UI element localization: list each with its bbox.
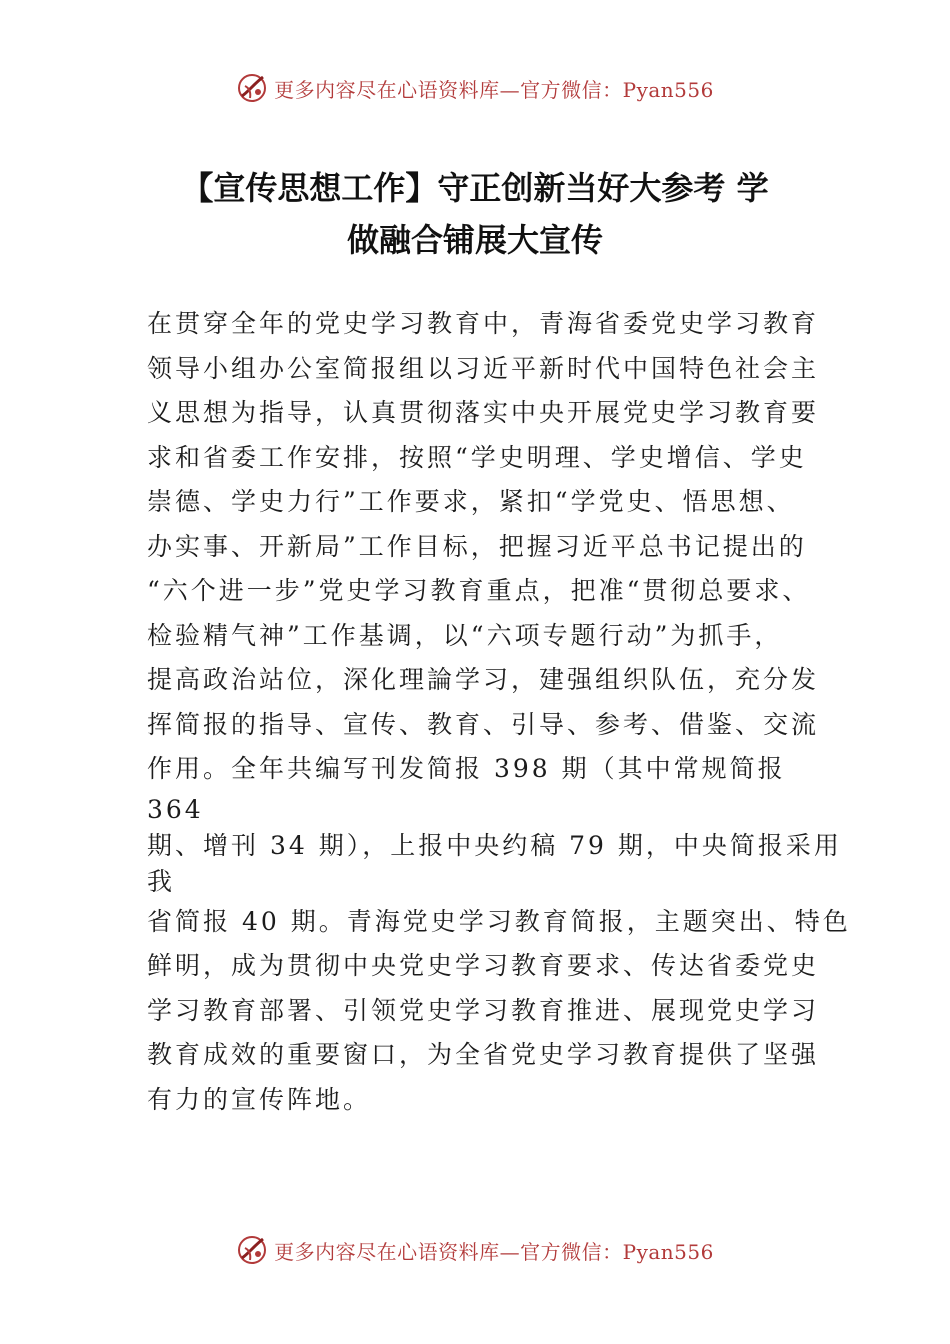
header-watermark	[0, 72, 950, 104]
body-line: 办实事、开新局”工作目标，把握习近平总书记提出的	[147, 531, 807, 561]
title-line: 做融合铺展大宣传	[346, 221, 603, 259]
hand-pen-logo-icon	[236, 1234, 268, 1266]
body-line: 在贯穿全年的党史学习教育中，青海省委党史学习教育	[147, 309, 820, 338]
body-paragraph	[147, 302, 851, 1122]
body-line: 挥简报的指导、宣传、教育、引导、参考、借鉴、交流	[147, 709, 820, 739]
body-line: 教育成效的重要窗口，为全省党史学习教育提供了坚强	[147, 1040, 820, 1069]
watermark-text: 更多内容尽在心语资料库—官方微信：Pyan556	[274, 1239, 714, 1264]
footer-watermark	[0, 1234, 950, 1266]
body-line: 期、增刊 34 期），上报中央约稿 79 期，中央简报采用	[147, 830, 842, 860]
hand-pen-logo-icon	[236, 72, 268, 104]
watermark-text: 更多内容尽在心语资料库—官方微信：Pyan556	[274, 77, 714, 102]
title-line: 【宣传思想工作】守正创新当好大参考 学	[181, 169, 769, 207]
body-line: 义思想为指导，认真贯彻落实中央开展党史学习教育要	[147, 398, 820, 427]
body-line: 学习教育部署、引领党史学习教育推进、展现党史学习	[147, 995, 820, 1025]
body-line: “六个进一步”党史学习教育重点，把准“贯彻总要求、	[147, 576, 811, 605]
body-line: 鲜明，成为贯彻中央党史学习教育要求、传达省委党史	[147, 951, 820, 980]
body-line: 364	[147, 794, 204, 824]
body-line: 提高政治站位，深化理論学习，建强组织队伍，充分发	[147, 665, 820, 694]
body-line: 作用。全年共编写刊发简报 398 期（其中常规简报	[147, 754, 786, 783]
body-line: 崇德、学史力行”工作要求，紧扣“学党史、悟思想、	[147, 487, 795, 516]
body-line: 领导小组办公室简报组以习近平新时代中国特色社会主	[147, 353, 820, 383]
body-line: 有力的宣传阵地。	[147, 1084, 372, 1114]
body-line: 省简报 40 期。青海党史学习教育简报，主题突出、特色	[147, 906, 851, 936]
body-line: 检验精气神”工作基调，以“六项专题行动”为抓手，	[147, 620, 783, 650]
body-line: 我	[147, 866, 176, 896]
body-line: 求和省委工作安排，按照“学史明理、学史增信、学史	[147, 442, 807, 472]
document-title	[120, 162, 830, 266]
